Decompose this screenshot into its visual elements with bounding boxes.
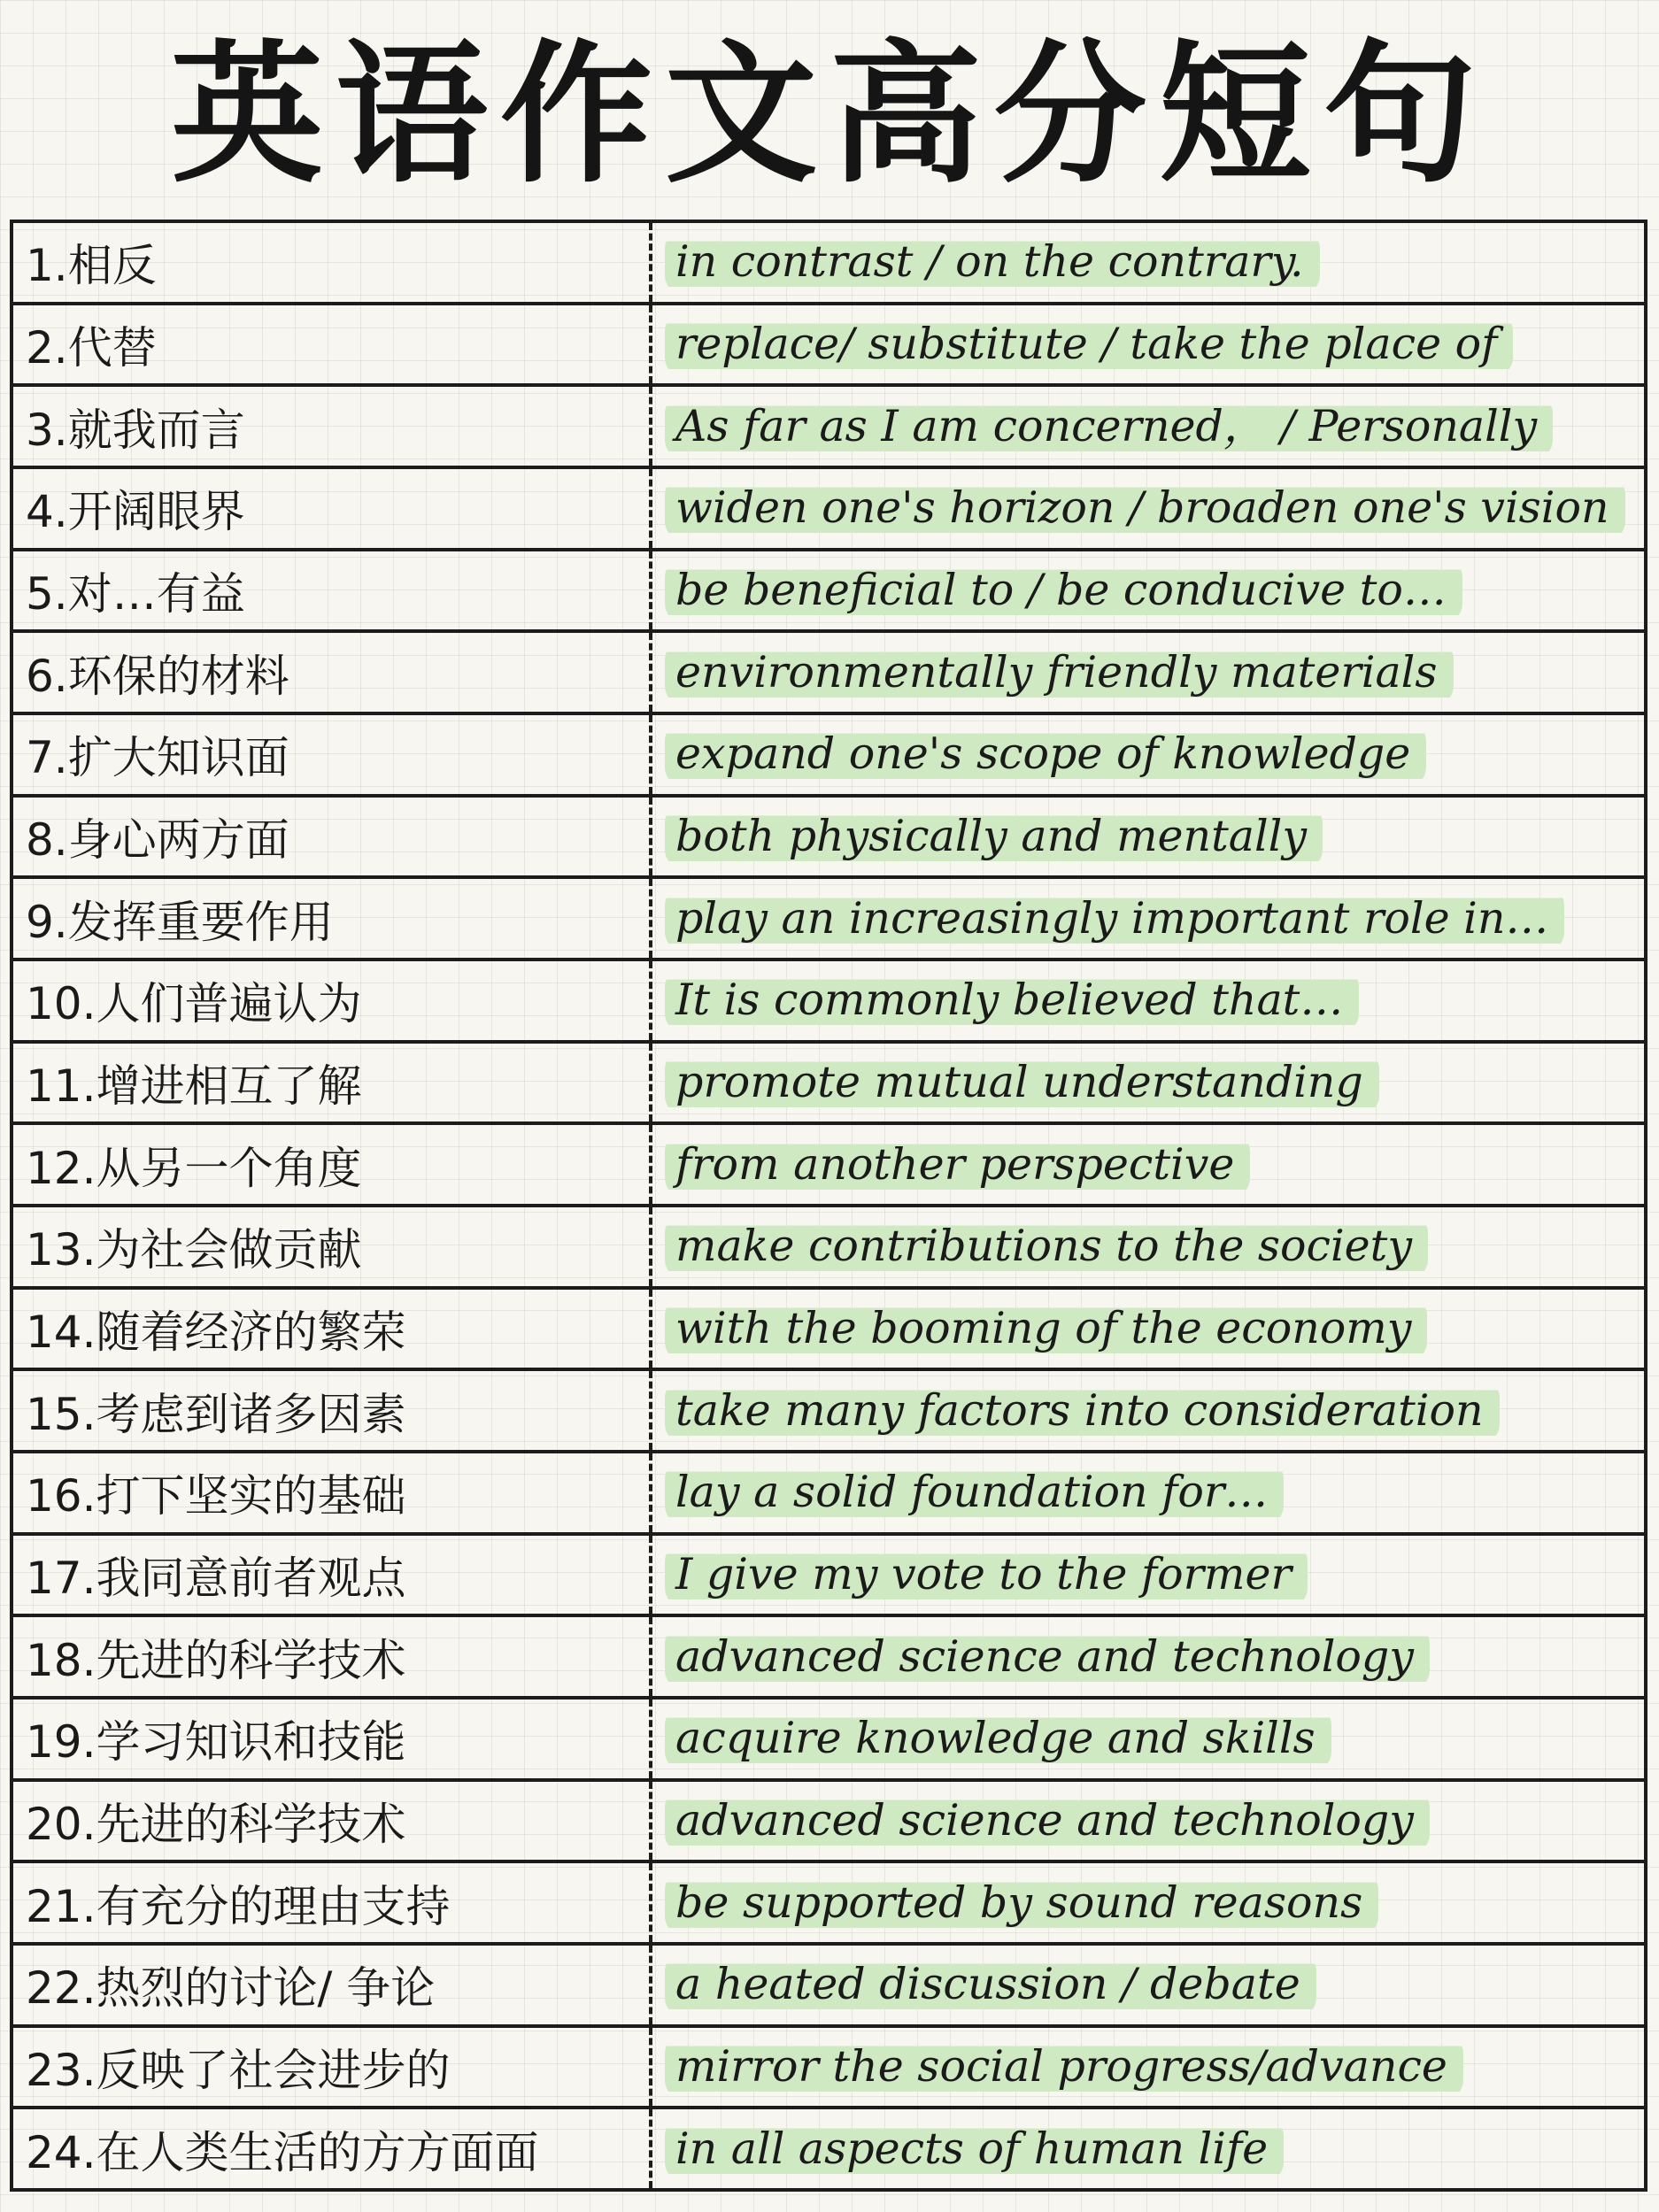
phrase-table — [10, 220, 1647, 2192]
english-cell — [652, 798, 1644, 876]
english-phrase: expand one's scope of knowledge — [665, 721, 1426, 787]
table-row — [13, 387, 1644, 469]
chinese-phrase: 11.增进相互了解 — [13, 1044, 652, 1122]
table-row — [13, 469, 1644, 551]
table-row — [13, 1617, 1644, 1699]
chinese-phrase: 8.身心两方面 — [13, 798, 652, 876]
table-row — [13, 1207, 1644, 1290]
english-cell — [652, 1371, 1644, 1450]
table-row — [13, 1699, 1644, 1782]
english-cell — [652, 223, 1644, 302]
english-cell — [652, 1946, 1644, 2024]
table-row — [13, 1125, 1644, 1207]
english-cell — [652, 387, 1644, 466]
english-cell — [652, 551, 1644, 630]
table-row — [13, 879, 1644, 961]
english-phrase: lay a solid foundation for… — [665, 1460, 1284, 1525]
english-cell — [652, 2028, 1644, 2107]
english-phrase: be supported by sound reasons — [665, 1870, 1378, 1936]
english-cell — [652, 1044, 1644, 1122]
table-row — [13, 961, 1644, 1044]
english-cell — [652, 469, 1644, 548]
english-phrase: widen one's horizon / broaden one's vision — [665, 475, 1625, 541]
table-row — [13, 1371, 1644, 1453]
page-title: 英语作文高分短句 — [171, 26, 1488, 204]
english-phrase: replace/ substitute / take the place of — [665, 312, 1513, 377]
chinese-phrase: 12.从另一个角度 — [13, 1125, 652, 1204]
english-phrase: make contributions to the society — [665, 1214, 1428, 1279]
table-row — [13, 1044, 1644, 1126]
english-cell — [652, 1207, 1644, 1286]
english-phrase: It is commonly believed that… — [665, 967, 1359, 1033]
english-phrase: acquire knowledge and skills — [665, 1706, 1331, 1771]
table-row — [13, 715, 1644, 798]
chinese-phrase: 20.先进的科学技术 — [13, 1782, 652, 1861]
english-cell — [652, 1125, 1644, 1204]
english-cell — [652, 1699, 1644, 1778]
chinese-phrase: 22.热烈的讨论/ 争论 — [13, 1946, 652, 2024]
english-phrase: advanced science and technology — [665, 1788, 1430, 1854]
chinese-phrase: 24.在人类生活的方方面面 — [13, 2109, 652, 2188]
chinese-phrase: 13.为社会做贡献 — [13, 1207, 652, 1286]
english-cell — [652, 1536, 1644, 1615]
english-phrase: with the booming of the economy — [665, 1296, 1427, 1361]
chinese-phrase: 6.环保的材料 — [13, 633, 652, 712]
chinese-phrase: 16.打下坚实的基础 — [13, 1453, 652, 1532]
english-phrase: environmentally friendly materials — [665, 640, 1454, 705]
english-phrase: I give my vote to the former — [665, 1542, 1308, 1607]
english-phrase: in contrast / on the contrary. — [665, 229, 1320, 295]
chinese-phrase: 1.相反 — [13, 223, 652, 302]
chinese-phrase: 10.人们普遍认为 — [13, 961, 652, 1040]
english-phrase: in all aspects of human life — [665, 2116, 1284, 2182]
chinese-phrase: 7.扩大知识面 — [13, 715, 652, 794]
english-cell — [652, 879, 1644, 958]
english-phrase: take many factors into consideration — [665, 1378, 1500, 1444]
english-phrase: mirror the social progress/advance — [665, 2034, 1463, 2100]
chinese-phrase: 18.先进的科学技术 — [13, 1617, 652, 1696]
english-phrase: both physically and mentally — [665, 804, 1323, 869]
english-cell — [652, 1782, 1644, 1861]
chinese-phrase: 17.我同意前者观点 — [13, 1536, 652, 1615]
chinese-phrase: 2.代替 — [13, 305, 652, 384]
english-cell — [652, 1863, 1644, 1942]
english-cell — [652, 715, 1644, 794]
english-cell — [652, 961, 1644, 1040]
english-cell — [652, 1453, 1644, 1532]
table-row — [13, 2109, 1644, 2188]
table-row — [13, 798, 1644, 880]
table-row — [13, 1290, 1644, 1372]
english-cell — [652, 1617, 1644, 1696]
chinese-phrase: 3.就我而言 — [13, 387, 652, 466]
english-cell — [652, 2109, 1644, 2188]
chinese-phrase: 23.反映了社会进步的 — [13, 2028, 652, 2107]
table-row — [13, 223, 1644, 305]
table-row — [13, 2028, 1644, 2110]
chinese-phrase: 19.学习知识和技能 — [13, 1699, 652, 1778]
chinese-phrase: 5.对…有益 — [13, 551, 652, 630]
table-row — [13, 1946, 1644, 2028]
chinese-phrase: 15.考虑到诸多因素 — [13, 1371, 652, 1450]
chinese-phrase: 4.开阔眼界 — [13, 469, 652, 548]
english-phrase: As far as I am concerned， / Personally — [665, 394, 1553, 459]
table-row — [13, 305, 1644, 388]
english-phrase: advanced science and technology — [665, 1624, 1430, 1690]
english-phrase: a heated discussion / debate — [665, 1952, 1316, 2017]
english-phrase: promote mutual understanding — [665, 1050, 1379, 1115]
table-row — [13, 1863, 1644, 1946]
table-row — [13, 551, 1644, 634]
english-cell — [652, 305, 1644, 384]
table-row — [13, 1453, 1644, 1536]
chinese-phrase: 14.随着经济的繁荣 — [13, 1290, 652, 1368]
english-cell — [652, 633, 1644, 712]
chinese-phrase: 9.发挥重要作用 — [13, 879, 652, 958]
english-phrase: be beneficial to / be conducive to… — [665, 558, 1462, 623]
table-row — [13, 1782, 1644, 1864]
english-phrase: from another perspective — [665, 1132, 1250, 1198]
english-cell — [652, 1290, 1644, 1368]
table-row — [13, 633, 1644, 715]
english-phrase: play an increasingly important role in… — [665, 886, 1564, 952]
table-row — [13, 1536, 1644, 1618]
chinese-phrase: 21.有充分的理由支持 — [13, 1863, 652, 1942]
